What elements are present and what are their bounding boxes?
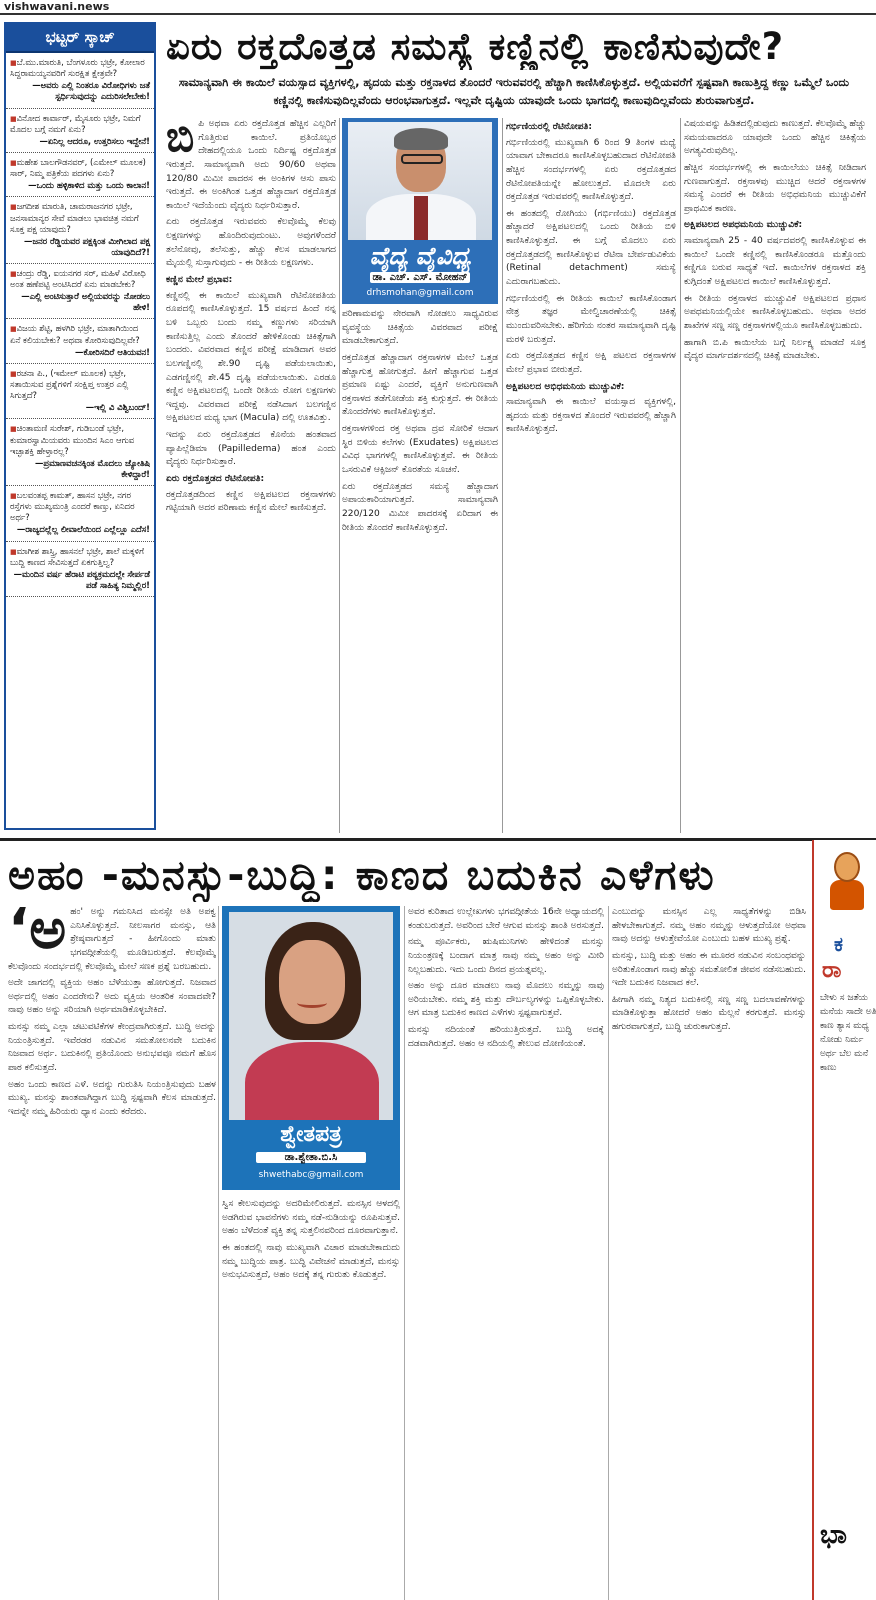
- columnist-box: [342, 118, 498, 304]
- qa-item: [6, 53, 154, 109]
- paragraph: ವಿಷಯವನ್ನು ಹಿಡಿತದಲ್ಲಿಡುವುದು ಕಾಣುತ್ತದೆ. ಕೆಲವೊಮ್ಮೆ ಹೆಚ್ಚು ಸಮಯವಾದರೂ ಯಾವುದೇ ಒಂದು ಹೆಚ್ಚಿನ ಚಿಕಿತ್ಸೆಯ ಅಗತ್ಯವಿರುವುದಿಲ್ಲ.: [684, 119, 866, 157]
- paragraph: ಮನಸ್ಸು ನದಿಯಂತೆ ಹರಿಯುತ್ತಿರುತ್ತದೆ. ಬುದ್ಧಿ ಅದಕ್ಕೆ ದಡವಾಗಿರುತ್ತದೆ. ಅಹಂ ಆ ನದಿಯಲ್ಲಿ ತೇಲುವ ದೋಣಿಯಂತೆ.: [408, 1025, 604, 1049]
- column-divider: [218, 906, 219, 1600]
- qa-answer: — ಮಂದಿನ ವರ್ಷ ಹೆರಾಟಿ ಪಠ್ಯಕ್ರಮದಲ್ಲೇ ಸೇರ್ಪಡೆ ಪಡೆ ಸಾಹಿತ್ಯ ನಿಮ್ಮಲ್ಲಿರ!: [10, 569, 150, 591]
- paragraph: ಪರಿಣಾಮವನ್ನು ನೇರವಾಗಿ ನೋಡಲು ಸಾಧ್ಯವಿರುವ ವ್ಯವಸ್ಥೆಯ ಚಿಕಿತ್ಸೆಯ ವಿವರವಾದ ಪರೀಕ್ಷೆ ಮಾಡಬೇಕಾಗುತ್ತದೆ.: [342, 309, 498, 347]
- article2-column-2: [222, 1198, 400, 1600]
- drop-cap: ‘ಅ: [8, 906, 67, 962]
- qa-answer: — ಪ್ರಮಾಣವಚನಕ್ಕಿಂತ ಮೊದಲು ಜ್ಯೋತಿಷಿ ಕೇಳಿದ್ದಾರೆ!: [10, 458, 150, 480]
- article1-column-4: [684, 118, 866, 833]
- drop-cap: ಬಿ: [166, 118, 195, 161]
- qa-item: [6, 264, 154, 320]
- paragraph: ಮನಸ್ಸು ನಮ್ಮ ಎಲ್ಲಾ ಚಟುವಟಿಕೆಗಳ ಕೇಂದ್ರವಾಗಿರುತ್ತದೆ. ಬುದ್ಧಿ ಅದನ್ನು ನಿಯಂತ್ರಿಸುತ್ತದೆ. ಇವೆರಡರ ನಡುವಿನ ಸಮತೋಲನವೇ ಬದುಕಿನ ನಿಜವಾದ ಅರ್ಥ. ಬದುಕಿನಲ್ಲಿ ಪ್ರತಿಯೊಂದು ಅನುಭವವೂ ನಮಗೆ ಹೊಸ ಪಾಠ ಕಲಿಸುತ್ತದೆ.: [8, 1022, 216, 1074]
- paragraph: ಪಿ ಅಥವಾ ಏರು ರಕ್ತದೊತ್ತಡ ಹೆಚ್ಚಿನ ಎಲ್ಲರಿಗೆ ಗೊತ್ತಿರುವ ಕಾಯಿಲೆ. ಪ್ರತಿಯೊಬ್ಬರ ದೇಹದಲ್ಲಿಯೂ ಒಂದು ನಿರ್ದಿಷ್ಟ ರಕ್ತದೊತ್ತಡ ಇರುತ್ತದೆ. ಸಾಮಾನ್ಯವಾಗಿ ಅದು 90/60 ಅಥವಾ 120/80 ಮಿಮೀ ಪಾದರಸ ಈ ಅಂಕಿಗಳ ಆಸು ಪಾಸು ಇರುತ್ತದೆ. ಈ ಅಂಕಿಗಿಂತ ಒತ್ತಡ ಹೆಚ್ಚಾದಾಗ ರಕ್ತದೊತ್ತಡ ಕಾಯಿಲೆ ಇದೆಯೆಂದು ವೈದ್ಯರು ನಿರ್ಧರಿಸುತ್ತಾರೆ.: [166, 119, 336, 211]
- top-rule: [0, 13, 876, 15]
- mascot-illustration: [824, 848, 870, 912]
- columnist-photo: [348, 122, 492, 240]
- qa-question: ■ ಬೆ.ಮು.ಮಾರುತಿ, ಬೆಂಗಳೂರು ಭಟ್ರೇ, ಕೋಲಾರ ಸಿದ್ದರಾಮಯ್ಯನವರಿಗೆ ಸುರಕ್ಷಿತ ಕ್ಷೇತ್ರವೇ?: [10, 57, 150, 79]
- article1-column-1: [166, 118, 336, 833]
- qa-question: ■ ರಚನಾ ಪಿ., (ಇಮೇಲ್ ಮೂಲಕ) ಭಟ್ರೇ, ಸತಾಯಿಸುವ ಪ್ರಶ್ನೆಗಳಿಗೆ ಸಂಕ್ಷಿಪ್ತ ಉತ್ತರ ಎಲ್ಲಿ ಸಿಗುತ್ತದೆ?: [10, 368, 150, 401]
- section-separator: [0, 838, 876, 841]
- qa-question: ■ ಮಹೇಶ ಬಾಲಗೌಡನವರ್, (ಎಮೇಲ್ ಮೂಲಕ) ಸಾರ್, ನಿಮ್ಮ ಪತ್ರಿಕೆಯ ಪದಗಳು ಏನು?: [10, 157, 150, 179]
- qa-item: [6, 153, 154, 197]
- paragraph: ಗರ್ಭಿಣಿಯರಲ್ಲಿ ಈ ರೀತಿಯ ಕಾಯಿಲೆ ಕಾಣಿಸಿಕೊಂಡಾಗ ನೇತ್ರ ತಜ್ಞರ ಮೇಲ್ವಿಚಾರಣೆಯಲ್ಲಿ ಚಿಕಿತ್ಸೆ ಮುಂದುವರಿಸಬೇಕು. ಹೆರಿಗೆಯ ನಂತರ ಸಾಮಾನ್ಯವಾಗಿ ದೃಷ್ಟಿ ಮರಳಿ ಬರುತ್ತದೆ.: [506, 293, 676, 345]
- paragraph: ಹಂ' ಅನ್ನು ಗಮನಿಸಿದ ಮನಸ್ಸೇ ಅತಿ ಅಪಕ್ವ ಎನಿಸಿಕೊಳ್ಳುತ್ತದೆ. ನೀಲಸಾಗರ ಮನಸ್ಸು, ಆತಿ ಶ್ರೇಷ್ಠವಾಗುತ್ತದೆ - ಹೀಗೊಂದು ಮಾತು ಭಗವದ್ಗೀತೆಯಲ್ಲಿ ಮೂಡಿಬರುತ್ತದೆ. ಕೆಲವೊಮ್ಮೆ ಕೆಲವೊಂದು ಸಂದರ್ಭದಲ್ಲಿ ಕೆಲವೊಮ್ಮೆ ಮೇಲೆ ಸಣಕ ಪ್ರಶ್ನೆ ಬರಬಹುದು.: [8, 907, 216, 972]
- qa-question: ■ ವಿನೋದ ಕಾರ್ವಾರ್, ಮೈಸೂರು ಭಟ್ರೇ, ನಿಮಗೆ ಮೊದಲ ಬಗ್ಗೆ ನಮಗೆ ಏನು?: [10, 113, 150, 135]
- article1-column-3: [506, 118, 676, 833]
- qa-item: [6, 109, 154, 153]
- columnist-name: ಡಾ.ಶ್ವೇತಾ.ಬಿ.ಸಿ: [256, 1152, 366, 1163]
- qa-question: ■ ಬಲವಂತಪ್ಪ ಕಾಮತ್, ಹಾಸನ ಭಟ್ರೇ, ನಗರ ರಸ್ತೆಗಳು ಮುಖ್ಯಮಂತ್ರಿ ಎಂದರೆ ಕಾಣ್ತು, ಏನಿದರ ಅರ್ಥ?: [10, 490, 150, 523]
- columnist-email[interactable]: shwethabc@gmail.com: [258, 1170, 364, 1180]
- paragraph: ಅದೇ ಜಾಗದಲ್ಲಿ ವ್ಯಕ್ತಿಯ ಅಹಂ ಬೆಳೆಯುತ್ತಾ ಹೋಗುತ್ತದೆ. ನಿಜವಾದ ಅರ್ಥದಲ್ಲಿ ಅಹಂ ಎಂದರೇನು? ಅದು ವ್ಯಕ್ತಿಯ ಆಂತರಿಕ ಸಂವಾದವೇ? ನಾವು ಅಹಂ ಅನ್ನು ಸರಿಯಾಗಿ ಅರ್ಥಮಾಡಿಕೊಳ್ಳಬೇಕಿದೆ.: [8, 978, 216, 1016]
- paragraph: ಹೆಚ್ಚಿನ ಸಂದರ್ಭಗಳಲ್ಲಿ ಈ ಕಾಯಿಲೆಯು ಚಿಕಿತ್ಸೆ ನೀಡಿದಾಗ ಗುಣವಾಗುತ್ತದೆ. ರಕ್ತನಾಳವು ಮುಚ್ಚಿದ ಆದರೆ ರಕ್ತನಾಳಗಳ ಸಮಸ್ಯೆ ಎಂದರೆ ಈ ರೀತಿಯ ಅಭಿಧಮನಿಯ ಮುಚ್ಚುವಿಕೆಗೆ ಪ್ರಾಥಮಿಕ ಕಾರಣ.: [684, 162, 866, 214]
- qa-answer: — ರಾಜ್ಯದಲ್ಲೆಲ್ಲ ಲೀವಾಲೆಯಿಂದ ಎಲ್ಲೆಲ್ಲೂ ಎದೆಸ!: [10, 524, 150, 535]
- column-divider: [339, 118, 340, 833]
- article2-column-3: [408, 906, 604, 1600]
- article2-headline: ಅಹಂ -ಮನಸ್ಸು-ಬುದ್ಧಿ: ಕಾಣದ ಬದುಕಿನ ಎಳೆಗಳು: [8, 851, 716, 899]
- subheading: ಅಕ್ಷಿಪಟಲದ ಅಭಿಧಮನಿಯ ಮುಚ್ಚುವಿಕೆ:: [506, 381, 625, 392]
- qa-question: ■ ಚಂದ್ರು ರೆಡ್ಡಿ, ಐಯನಗರ ಸರ್, ಮಹಿಳೆ ವಿರೋಧಿ ಅಂತ ಹಣೆಪಟ್ಟಿ ಅಂಟಿಸಿದರೆ ಏನು ಮಾಡಬೇಕು?: [10, 268, 150, 290]
- columnist-name: ಡಾ. ಎಚ್. ಎಸ್. ಮೋಹನ್: [370, 272, 470, 283]
- adjacent-column-strip: [812, 840, 876, 1600]
- qa-question: ■ ಚಿಂತಾಮಣಿ ಸುರೇಶ್, ಗುಡಿಬಂಡೆ ಭಟ್ರೇ, ಕುಮಾರಸ್ವಾಮಿಯವರು ಮುಂದಿನ ಸಿಎಂ ಆಗುವ ಇಚ್ಛಾಶಕ್ತಿ ಹೇಳ್ತಾರಲ್ಲ?: [10, 423, 150, 456]
- column-series-title: ವೈದ್ಯ ವೈವಿಧ್ಯ: [369, 242, 471, 270]
- qa-question: ■ ಜಗದೀಶ ಮಾರುತಿ, ಚಾಮರಾಜನಗರ ಭಟ್ರೇ, ಜನಸಾಮಾನ್ಯರ ಸೇವೆ ಮಾಡಲು ಭಾವಚಿತ್ರ ನಮಗೆ ಸೂಕ್ತ ಪಕ್ಷ ಯಾವುದು?: [10, 201, 150, 234]
- subheading: ಕಣ್ಣಿನ ಮೇಲೆ ಪ್ರಭಾವ:: [166, 275, 233, 286]
- qa-question: ■ ವಿಜಯ ಶೆಟ್ಟಿ, ಹಳಗಿರಿ ಭಟ್ರೇ, ಮಾತಾಗಿಯಿಂದ ಏನೆ ಕಲಿಯಬೇಕು? ಅಥವಾ ಕೋರಿಸುವುದಿಲ್ಲವೇ?: [10, 323, 150, 345]
- paragraph: ಅಹಂ ಒಂದು ಕಾಣದ ಎಳೆ. ಅದನ್ನು ಗುರುತಿಸಿ ನಿಯಂತ್ರಿಸುವುದು ಬಹಳ ಮುಖ್ಯ. ಮನಸ್ಸು ಶಾಂತವಾಗಿದ್ದಾಗ ಬುದ್ಧಿ ಸ್ಪಷ್ಟವಾಗಿ ಕೆಲಸ ಮಾಡುತ್ತದೆ. ಇದನ್ನೇ ನಮ್ಮ ಹಿರಿಯರು ಧ್ಯಾನ ಎಂದು ಕರೆದರು.: [8, 1079, 216, 1117]
- column-divider: [404, 906, 405, 1600]
- paragraph: ಈ ಹಂತದಲ್ಲಿ ರೋಗಿಯು (ಗರ್ಭಿಣಿಯು) ರಕ್ತದೊತ್ತಡ ಹೆಚ್ಚಾದರೆ ಅಕ್ಷಿಪಟಲದಲ್ಲಿ ಒಂದು ರೀತಿಯ ಬಿಳಿ ಕಾಣಿಸಿಕೊಳ್ಳುತ್ತದೆ. ಈ ಬಗ್ಗೆ ಮೊದಲು ಏರು ರಕ್ತದೊತ್ತಡದಲ್ಲಿ ಕಾಣಿಸಿಕೊಳ್ಳುವ ರೆಟಿನಾ ಬೇರ್ಪಡುವಿಕೆಯ (Retinal detachment) ಸಮಸ್ಯೆ ಎದುರಾಗಬಹುದು.: [506, 208, 676, 288]
- column-series-title: ಶ್ವೇತಪತ್ರ: [280, 1122, 342, 1147]
- qa-answer: — ಏನಿಲ್ಲ ಆದರೂ, ಉತ್ತರಿಸಲು ಇದ್ದೇನೆ!: [10, 136, 150, 147]
- strip-text: ಬೇಳು ಸ ಜತೆಯ ಮನೆಯ ಸಾದೇ ಅತಿ ಕಾಣ ತ್ಯಾಸ ಮಧ್ಯ ನೋಡು ನಿರ್ಮ ಅರ್ಥ ಬೆಲ ಮನೆ ಕಾಣು: [820, 993, 876, 1073]
- qa-answer: — ಇಲ್ಲಿ ವಿ ವಿಶ್ವಿಬಂದ್!: [10, 402, 150, 413]
- paragraph: ರಕ್ತನಾಳಗಳಿಂದ ರಕ್ತ ಅಥವಾ ದ್ರವ ಸೋರಿಕೆ ಆದಾಗ ಸ್ಥಿರ ಬಿಳಿಯ ಕಲೆಗಳು (Exudates) ಅಕ್ಷಿಪಟಲದ ವಿವಿಧ ಭಾಗಗಳಲ್ಲಿ ಕಾಣಿಸಿಕೊಳ್ಳುತ್ತವೆ. ಈ ರೀತಿಯ ಒಸರುವಿಕೆ ಆಕ್ಸಿಜನ್ ಕೊರತೆಯ ಸೂಚನೆ.: [342, 424, 498, 476]
- paragraph: ಈ ಹಂತದಲ್ಲಿ ನಾವು ಮುಖ್ಯವಾಗಿ ವಿಚಾರ ಮಾಡಬೇಕಾದುದು ನಮ್ಮ ಬುದ್ಧಿಯ ಪಾತ್ರ. ಬುದ್ಧಿ ವಿವೇಚನೆ ಮಾಡುತ್ತದೆ, ಮನಸ್ಸು ಅನುಭವಿಸುತ್ತದೆ, ಅಹಂ ಅದಕ್ಕೆ ತನ್ನ ಗುರುತು ಕೊಡುತ್ತದೆ.: [222, 1242, 400, 1281]
- paragraph: ಗರ್ಭಿಣಿಯರಲ್ಲಿ ಮುಖ್ಯವಾಗಿ 6 ರಿಂದ 9 ತಿಂಗಳ ಮಧ್ಯೆ ಯಾವಾಗ ಬೇಕಾದರೂ ಕಾಣಿಸಿಕೊಳ್ಳಬಹುದಾದ ರೆಟಿನೋಪತಿ ಹೆಚ್ಚಿನ ಸಂದರ್ಭಗಳಲ್ಲಿ ಏರು ರಕ್ತದೊತ್ತಡದ ರೆಟಿನೋಪತಿಯನ್ನೇ ಹೋಲುತ್ತದೆ. ಮೊದಲೇ ಏರು ರಕ್ತದೊತ್ತಡ ಇರುವವರಲ್ಲಿ ಕಾಣಿಸಿಕೊಳ್ಳುತ್ತದೆ.: [506, 137, 676, 203]
- strip-title: ರಾ: [822, 958, 842, 983]
- qa-answer: — ಜನರ ರೆಡ್ಡಿಯವರ ಪಕ್ಷಕ್ಕಿಂತ ಮೀಗಿಲಾದ ಪಕ್ಷ ಯಾವುದಿದೆ?!: [10, 236, 150, 258]
- paragraph: ಸ್ವಿಸ ಕೇಲಸುವುದನ್ನು ಅದರಿಮೇಲಿರುತ್ತದೆ. ಮನಸ್ಸಿನ ಆಳದಲ್ಲಿ ಅಡಗಿರುವ ಭಾವನೆಗಳು ನಮ್ಮ ನಡೆ-ನುಡಿಯನ್ನು ರೂಪಿಸುತ್ತವೆ. ಅಹಂ ಬೆಳೆದಂತೆ ವ್ಯಕ್ತಿ ತನ್ನ ಸುತ್ತಲಿನವರಿಂದ ದೂರವಾಗುತ್ತಾನೆ.: [222, 1199, 400, 1237]
- qa-item: [6, 197, 154, 264]
- qa-question: ■ ಮಾಗೀಶ ಶಾಸ್ತ್ರಿ, ಹಾಸನಲೆ ಭಟ್ರೇ, ಶಾಲೆ ಮಕ್ಕಳಿಗೆ ಬುದ್ದಿ ಕಾಣದ ಸೇವಿಸುತ್ತದೆ ಏಕಗುತ್ತಿಲ್ವ?: [10, 546, 150, 568]
- columnist-email[interactable]: drhsmohan@gmail.com: [366, 288, 474, 298]
- qa-item: [6, 486, 154, 542]
- sidebar-list: [6, 53, 154, 597]
- paragraph: ಇದನ್ನು ಏರು ರಕ್ತದೊತ್ತಡದ ಕೊನೆಯ ಹಂತವಾದ ಪ್ಯಾಪಿಲ್ಲೆಡಿಮಾ (Papilledema) ಹಂತ ಎಂದು ವೈದ್ಯರು ನಿರ್ಧರಿಸುತ್ತಾರೆ.: [166, 430, 336, 468]
- subheading: ಏರು ರಕ್ತದೊತ್ತಡದ ರೆಟಿನೋಪತಿ:: [166, 474, 265, 485]
- paragraph: ಎಂಬುದನ್ನು ಮನಸ್ಸಿನ ಎಲ್ಲ ಸಾಧ್ಯತೆಗಳನ್ನು ಬಿಡಿಸಿ ಹೇಳಬೇಕಾಗುತ್ತದೆ. ನಮ್ಮ ಅಹಂ ನಮ್ಮನ್ನು ಆಳುತ್ತದೆಯೋ ಅಥವಾ ನಾವು ಅದನ್ನು ಆಳುತ್ತೇವೆಯೋ ಎಂಬುದು ಬಹಳ ಮುಖ್ಯ ಪ್ರಶ್ನೆ.: [612, 907, 806, 945]
- paragraph: ಮನಸ್ಸು, ಬುದ್ಧಿ ಮತ್ತು ಅಹಂ ಈ ಮೂರರ ನಡುವಿನ ಸಂಬಂಧವನ್ನು ಅರಿತುಕೊಂಡಾಗ ನಾವು ಹೆಚ್ಚು ಸಮತೋಲಿತ ಜೀವನ ನಡೆಸಬಹುದು. ಇದೇ ಬದುಕಿನ ನಿಜವಾದ ಕಲೆ.: [612, 950, 806, 989]
- column-divider: [680, 118, 681, 833]
- qa-answer: — ಎಲ್ಲಿ ಅಂಟಿಸುತ್ತಾರೆ ಅಲ್ಲಿಯವರನ್ನು ನೋಡಲು ಹೇಳಿ!: [10, 291, 150, 313]
- paragraph: ರಕ್ತದೊತ್ತಡ ಹೆಚ್ಚಾದಾಗ ರಕ್ತನಾಳಗಳ ಮೇಲೆ ಒತ್ತಡ ಹೆಚ್ಚಾಗುತ್ತ ಹೋಗುತ್ತದೆ. ಹೀಗೆ ಹೆಚ್ಚಾಗುವ ಒತ್ತಡ ಪ್ರಮಾಣ ಏಷ್ಟು ಎಂದರೆ, ವ್ಯಕ್ತಿಗೆ ಅನುಗುಣವಾಗಿ ರಕ್ತನಾಳದ ತಡೆಗೋಡೆಯ ಶಕ್ತಿ ಕುಗ್ಗುತ್ತದೆ. ಈ ರೀತಿಯ ತೊಂದರೆಗಳು ಕಾಣಿಸಿಕೊಳ್ಳುತ್ತವೆ.: [342, 352, 498, 418]
- column-divider: [608, 906, 609, 1600]
- article1-headline: ಏರು ರಕ್ತದೊತ್ತಡ ಸಮಸ್ಯೆ ಕಣ್ಣಿನಲ್ಲಿ ಕಾಣಿಸುವುದೇ?: [166, 25, 785, 68]
- columnist-box: [222, 906, 400, 1190]
- paragraph: ಏರು ರಕ್ತದೊತ್ತಡದ ಸಮಸ್ಯೆ ಹೆಚ್ಚಾದಾಗ ಅಪಾಯಕಾರಿಯಾಗುತ್ತದೆ. ಸಾಮಾನ್ಯವಾಗಿ 220/120 ಮಿಮೀ ಪಾದರಸಕ್ಕೆ ಏರಿದಾಗ ಈ ರೀತಿಯ ತೊಂದರೆ ಕಾಣಿಸಿಕೊಳ್ಳುತ್ತದೆ.: [342, 481, 498, 533]
- strip-bottom-heading: ಭಾ: [820, 1520, 847, 1550]
- qa-item: [6, 542, 154, 598]
- qa-answer: — ಕೋರಿಸದಿರೆ ಆತಿಯವನ!: [10, 347, 150, 358]
- qa-item: [6, 419, 154, 486]
- paragraph: ಏರು ರಕ್ತದೊತ್ತಡ ಇರುವವರು ಕೆಲವೊಮ್ಮೆ ಕೆಲವು ಲಕ್ಷಣಗಳನ್ನು ಹೊಂದಿರುವುದುಂಟು. ಅವುಗಳೆಂದರೆ ತಲೆನೋವು, ತಲೆಸುತ್ತು, ಹೆಚ್ಚು ಕೆಲಸ ಮಾಡಲಾಗದ ಮೈಯಲ್ಲಿ ಸುಸ್ತಾಗುವುದು - ಈ ರೀತಿಯ ಲಕ್ಷಣಗಳು.: [166, 217, 336, 269]
- paragraph: ರಕ್ತದೊತ್ತಡದಿಂದ ಕಣ್ಣಿನ ಅಕ್ಷಿಪಟಲದ ರಕ್ತನಾಳಗಳು ಗಟ್ಟಿಯಾಗಿ ಅದರ ಪರಿಣಾಮ ಕಣ್ಣಿನ ಮೇಲೆ ಕಾಣಿಸುತ್ತದೆ.: [166, 489, 336, 514]
- paragraph: ಸಾಮಾನ್ಯವಾಗಿ 25 - 40 ವರ್ಷದವರಲ್ಲಿ ಕಾಣಿಸಿಕೊಳ್ಳುವ ಈ ಕಾಯಿಲೆ ಒಂದೇ ಕಣ್ಣಿನಲ್ಲಿ ಕಾಣಿಸಿಕೊಂಡರೂ ಮತ್ತೊಂದು ಕಣ್ಣಿಗೂ ಬರುವ ಸಾಧ್ಯತೆ ಇದೆ. ಕಾಯಿಲೆಗಳ ರಕ್ತನಾಳದ ಶಕ್ತಿ ಕುಗ್ಗಿದಂತೆ ಅಕ್ಷಿಪಟಲದ ಕಾಯಿಲೆ ಕಾಣಿಸಿಕೊಳ್ಳುತ್ತದೆ.: [684, 236, 866, 288]
- sidebar-q-and-a: [4, 22, 156, 830]
- qa-answer: — ಒಂದು ಹಳ್ಳಿಕಾಳಿದ ಮತ್ತು ಒಂದು ಕಾಲಾನ!: [10, 180, 150, 191]
- paragraph: ಕಣ್ಣಿನಲ್ಲಿ ಈ ಕಾಯಿಲೆ ಮುಖ್ಯವಾಗಿ ರೆಟಿನೋಪತಿಯ ರೂಪದಲ್ಲಿ ಕಾಣಿಸಿಕೊಳ್ಳುತ್ತದೆ. 15 ವರ್ಷದ ಹಿಂದೆ ನನ್ನ ಬಳಿ ಒಬ್ಬರು ಬಂದು ನಮ್ಮ ಕಣ್ಣುಗಳು ಸರಿಯಾಗಿ ಕಾಣಿಸುತ್ತಿಲ್ಲ ಎಂದು ತೊಂದರೆ ಹೇಳಿಕೊಂಡು ಚಿಕಿತ್ಸೆಗಾಗಿ ಬಂದರು. ವಿವರವಾದ ಕಣ್ಣಿನ ಪರೀಕ್ಷೆ ಮಾಡಿದಾಗ ಅವರ ಬಲಗಣ್ಣಿನಲ್ಲಿ ಶೇ.90 ದೃಷ್ಟಿ ಪಡೆಯಲಾಯಿತು, ಎಡಗಣ್ಣಿನಲ್ಲಿ ಶೇ.45 ದೃಷ್ಟಿ ಪಡೆಯಲಾಯಿತು. ಎರಡೂ ಕಣ್ಣಿನ ಅಕ್ಷಿಪಟಲದಲ್ಲಿ ಒಂದೇ ರೀತಿಯ ರೋಗ ಲಕ್ಷಣಗಳು ಇದ್ದವು. ವಿವರವಾದ ಪರೀಕ್ಷೆ ನಡೆಸಿದಾಗ ಬಲಗಣ್ಣಿನ ಅಕ್ಷಿಪಟಲದ ಮಧ್ಯ ಭಾಗ (Macula) ದಲ್ಲಿ ಊತವಿತ್ತು.: [166, 290, 336, 424]
- paragraph: ಹಾಗಾಗಿ ಬಿ.ಪಿ ಕಾಯಿಲೆಯ ಬಗ್ಗೆ ನಿರ್ಲಕ್ಷ್ಯ ಮಾಡದೆ ಸೂಕ್ತ ವೈದ್ಯರ ಮಾರ್ಗದರ್ಶನದಲ್ಲಿ ಚಿಕಿತ್ಸೆ ಮಾಡಬೇಕು.: [684, 337, 866, 362]
- paragraph: ಈ ರೀತಿಯ ರಕ್ತನಾಳದ ಮುಚ್ಚುವಿಕೆ ಅಕ್ಷಿಪಟಲದ ಪ್ರಧಾನ ಅಪಧಮನಿಯಲ್ಲಿಯೇ ಕಾಣಿಸಿಕೊಳ್ಳಬಹುದು. ಅಥವಾ ಅದರ ಶಾಖೆಗಳ ಸಣ್ಣ ಸಣ್ಣ ರಕ್ತನಾಳಗಳಲ್ಲಿಯೂ ಕಾಣಿಸಿಕೊಳ್ಳಬಹುದು.: [684, 293, 866, 331]
- subheading: ಅಕ್ಷಿಪಟಲದ ಅಪಧಮನಿಯ ಮುಚ್ಚುವಿಕೆ:: [684, 220, 803, 231]
- column-divider: [502, 118, 503, 833]
- columnist-photo: [229, 912, 393, 1120]
- article1-intro: ಸಾಮಾನ್ಯವಾಗಿ ಈ ಕಾಯಿಲೆ ವಯಸ್ಸಾದ ವ್ಯಕ್ತಿಗಳಲ್ಲಿ, ಹೃದಯ ಮತ್ತು ರಕ್ತನಾಳದ ತೊಂದರೆ ಇರುವವರಲ್ಲಿ ಹೆಚ್ಚಾಗಿ ಕಾಣಿಸಿಕೊಳ್ಳುತ್ತದೆ. ಅಲ್ಲಿಯವರೆಗೆ ಸ್ಪಷ್ಟವಾಗಿ ಕಾಣುತ್ತಿದ್ದ ಕಣ್ಣು ಒಮ್ಮೆಲೆ ಒಂದು ಕಣ್ಣಿನಲ್ಲಿ ಕಾಣಿಸುವುದಿಲ್ಲವೆಂದು ಆರಂಭವಾಗುತ್ತದೆ. ಇಲ್ಲವೇ ದೃಷ್ಟಿಯ ಯಾವುದೇ ಒಂದು ಭಾಗದಲ್ಲಿ ಕಾಣುವುದಿಲ್ಲವೆಂದು ಶುರುವಾಗುತ್ತದೆ.: [178, 76, 850, 107]
- paragraph: ಸಾಮಾನ್ಯವಾಗಿ ಈ ಕಾಯಿಲೆ ವಯಸ್ಸಾದ ವ್ಯಕ್ತಿಗಳಲ್ಲಿ, ಹೃದಯ ಮತ್ತು ರಕ್ತನಾಳದ ತೊಂದರೆ ಇರುವವರಲ್ಲಿ ಹೆಚ್ಚಾಗಿ ಕಾಣಿಸಿಕೊಳ್ಳುತ್ತದೆ.: [506, 397, 676, 435]
- qa-answer: — ಅವರು ಎಲ್ಲಿ ನಿಂತರೂ ವಿರೋಧಿಗಳು ಜತೆ ಸ್ಪರ್ಧಿಸುವುದನ್ನು ಎದುರಿಸಲೇಬೇಕು!: [10, 80, 150, 102]
- paragraph: ಅಹಂ ಅನ್ನು ದೂರ ಮಾಡಲು ನಾವು ಮೊದಲು ನಮ್ಮನ್ನು ನಾವು ಅರಿಯಬೇಕು. ನಮ್ಮ ಶಕ್ತಿ ಮತ್ತು ದೌರ್ಬಲ್ಯಗಳನ್ನು ಒಪ್ಪಿಕೊಳ್ಳಬೇಕು. ಆಗ ಮಾತ್ರ ಬದುಕಿನ ಕಾಣದ ಎಳೆಗಳು ಸ್ಪಷ್ಟವಾಗುತ್ತವೆ.: [408, 981, 604, 1019]
- subheading: ಗರ್ಭಿಣಿಯರಲ್ಲಿ ರೆಟಿನೋಪತಿ:: [506, 122, 593, 132]
- strip-letter: ಕ: [834, 932, 843, 956]
- article1-column-2: [342, 308, 498, 833]
- paragraph: ನಮ್ಮ ಪೂರ್ವಿಕರು, ಋಷಿಮುನಿಗಳು ಹೇಳಿದಂತೆ ಮನಸ್ಸು ನಿಯಂತ್ರಣಕ್ಕೆ ಬಂದಾಗ ಮಾತ್ರ ನಾವು ನಮ್ಮ ಅಹಂ ಅನ್ನು ಮೀರಿ ನಿಲ್ಲಬಹುದು. ಇದು ಒಂದು ದಿನದ ಪ್ರಯತ್ನವಲ್ಲ.: [408, 937, 604, 975]
- article2-column-1: [8, 906, 216, 1600]
- paragraph: ಅವರ ಕುರಿತಾದ ಉಲ್ಲೇಖಗಳು ಭಗವದ್ಗೀತೆಯ 16ನೇ ಅಧ್ಯಾಯದಲ್ಲಿ ಕಂಡುಬರುತ್ತದೆ. ಅವರಿಂದ ಬೇರೆ ಆಗುವ ಮನಸ್ಸು ಶಾಂತಿ ಅರಸುತ್ತದೆ.: [408, 907, 604, 931]
- site-url[interactable]: vishwavani.news: [4, 0, 110, 13]
- qa-item: [6, 319, 154, 363]
- paragraph: ಏರು ರಕ್ತದೊತ್ತಡದ ಕಣ್ಣಿನ ಅಕ್ಷಿ ಪಟಲದ ರಕ್ತನಾಳಗಳ ಮೇಲೆ ಪ್ರಭಾವ ಬೀರುತ್ತದೆ.: [506, 351, 676, 375]
- paragraph: ಹೀಗಾಗಿ ನಮ್ಮ ನಿತ್ಯದ ಬದುಕಿನಲ್ಲಿ ಸಣ್ಣ ಸಣ್ಣ ಬದಲಾವಣೆಗಳನ್ನು ಮಾಡಿಕೊಳ್ಳುತ್ತಾ ಹೋದರೆ ಅಹಂ ಮೆಲ್ಲನೆ ಕರಗುತ್ತದೆ. ಮನಸ್ಸು ಹಗುರವಾಗುತ್ತದೆ, ಬುದ್ಧಿ ಚುರುಕಾಗುತ್ತದೆ.: [612, 994, 806, 1033]
- sidebar-title: ಭಟ್ಟರ್ ಸ್ಕಾಚ್: [6, 24, 154, 53]
- article2-column-4: [612, 906, 806, 1600]
- qa-item: [6, 364, 154, 420]
